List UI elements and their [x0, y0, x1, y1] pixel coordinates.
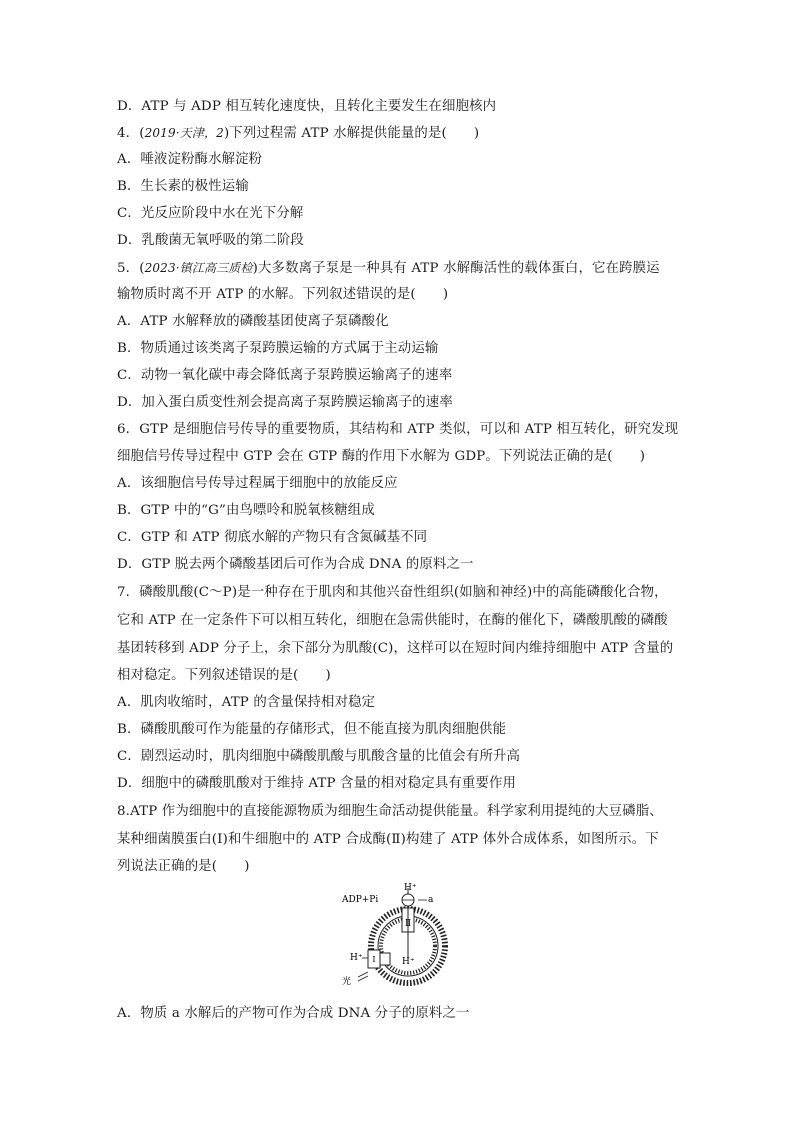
- atp-synthase-ii: [402, 888, 414, 960]
- q4-option-d: D．乳酸菌无氧呼吸的第二阶段: [117, 233, 304, 248]
- q5-option-c: C．动物一氧化碳中毒会降低离子泵跨膜运输离子的速率: [117, 368, 453, 383]
- q7-option-c: C．剧烈运动时，肌肉细胞中磷酸肌酸与肌酸含量的比值会有所升高: [117, 749, 521, 764]
- label-h-inner: H⁺: [402, 957, 415, 967]
- q5-source: 2023·镇江高三质检: [144, 261, 253, 275]
- q8-stem-line2: 某种细菌膜蛋白(Ⅰ)和牛细胞中的 ATP 合成酶(Ⅱ)构建了 ATP 体外合成体系，如图所示。下: [117, 832, 659, 847]
- q6-option-a: A．该细胞信号传导过程属于细胞中的放能反应: [117, 476, 398, 491]
- q4-option-a: A．唾液淀粉酶水解淀粉: [117, 152, 263, 167]
- label-adp-pi: ADP+Pi: [342, 895, 379, 905]
- q8-stem-line1: 8.ATP 作为细胞中的直接能源物质为细胞生命活动提供能量。科学家利用提纯的大豆磷脂、: [117, 804, 663, 819]
- q5-option-b: B．物质通过该类离子泵跨膜运输的方式属于主动运输: [117, 341, 439, 356]
- q4-source: 2019·天津，2: [144, 126, 224, 140]
- q4-option-c: C．光反应阶段中水在光下分解: [117, 206, 304, 221]
- q5-option-d: D．加入蛋白质变性剂会提高离子泵跨膜运输离子的速率: [117, 395, 453, 410]
- q7-option-b: B．磷酸肌酸可作为能量的存储形式，但不能直接为肌肉细胞供能: [117, 722, 507, 737]
- q5-stem-line2: 输物质时离不开 ATP 的水解。下列叙述错误的是( ): [117, 287, 449, 302]
- q6-option-d: D．GTP 脱去两个磷酸基团后可作为合成 DNA 的原料之一: [117, 557, 474, 572]
- q6-option-c: C．GTP 和 ATP 彻底水解的产物只有含氮碱基不同: [117, 530, 428, 545]
- q5-number: 5．(: [117, 261, 145, 276]
- q7-stem-line2: 它和 ATP 在一定条件下可以相互转化，细胞在急需供能时，在酶的催化下，磷酸肌酸的磷酸: [117, 613, 668, 628]
- q5-stem-line1: [117, 258, 687, 279]
- q8-option-a: A．物质 a 水解后的产物可作为合成 DNA 分子的原料之一: [117, 1006, 470, 1021]
- q5-text: )大多数离子泵是一种具有 ATP 水解酶活性的载体蛋白，它在跨膜运: [252, 261, 660, 276]
- q4-option-b: B．生长素的极性运输: [117, 179, 249, 194]
- q5-option-a: A．ATP 水解释放的磷酸基团使离子泵磷酸化: [117, 314, 389, 329]
- q4-number: 4．(: [117, 126, 145, 141]
- q8-stem-line3: 列说法正确的是( ): [117, 859, 250, 874]
- q6-stem-line2: 细胞信号传导过程中 GTP 会在 GTP 酶的作用下水解为 GDP。下列说法正确的是( ): [117, 449, 646, 464]
- q7-stem-line1: 7．磷酸肌酸(C～P)是一种存在于肌肉和其他兴奋性组织(如脑和神经)中的高能磷酸化合物，: [117, 585, 668, 600]
- label-i: Ⅰ: [372, 955, 376, 964]
- label-h-top: H⁺: [404, 883, 417, 893]
- q7-option-a: A．肌肉收缩时，ATP 的含量保持相对稳定: [117, 695, 376, 710]
- q4-stem: [117, 123, 687, 144]
- label-a: a: [428, 895, 434, 905]
- label-h-left: H⁺: [350, 953, 363, 963]
- q7-stem-line3: 基团转移到 ADP 分子上，余下部分为肌酸(C)，这样可以在短时间内维持细胞中 ATP 含量的: [117, 641, 674, 656]
- q6-stem-line1: 6．GTP 是细胞信号传导的重要物质，其结构和 ATP 类似，可以和 ATP 相互转化，研究发现: [117, 422, 679, 437]
- q7-stem-line4: 相对稳定。下列叙述错误的是( ): [117, 668, 331, 683]
- atp-synthesis-diagram: [340, 880, 460, 992]
- q7-option-d: D．细胞中的磷酸肌酸对于维持 ATP 含量的相对稳定具有重要作用: [117, 776, 517, 791]
- q4-text: )下列过程需 ATP 水解提供能量的是( ): [223, 126, 480, 141]
- label-light: 光: [342, 977, 352, 987]
- label-ii: Ⅱ: [404, 919, 412, 929]
- q6-option-b: B．GTP 中的“G”由鸟嘌呤和脱氧核糖组成: [117, 503, 375, 518]
- q3-option-d: D．ATP 与 ADP 相互转化速度快，且转化主要发生在细胞核内: [117, 99, 497, 114]
